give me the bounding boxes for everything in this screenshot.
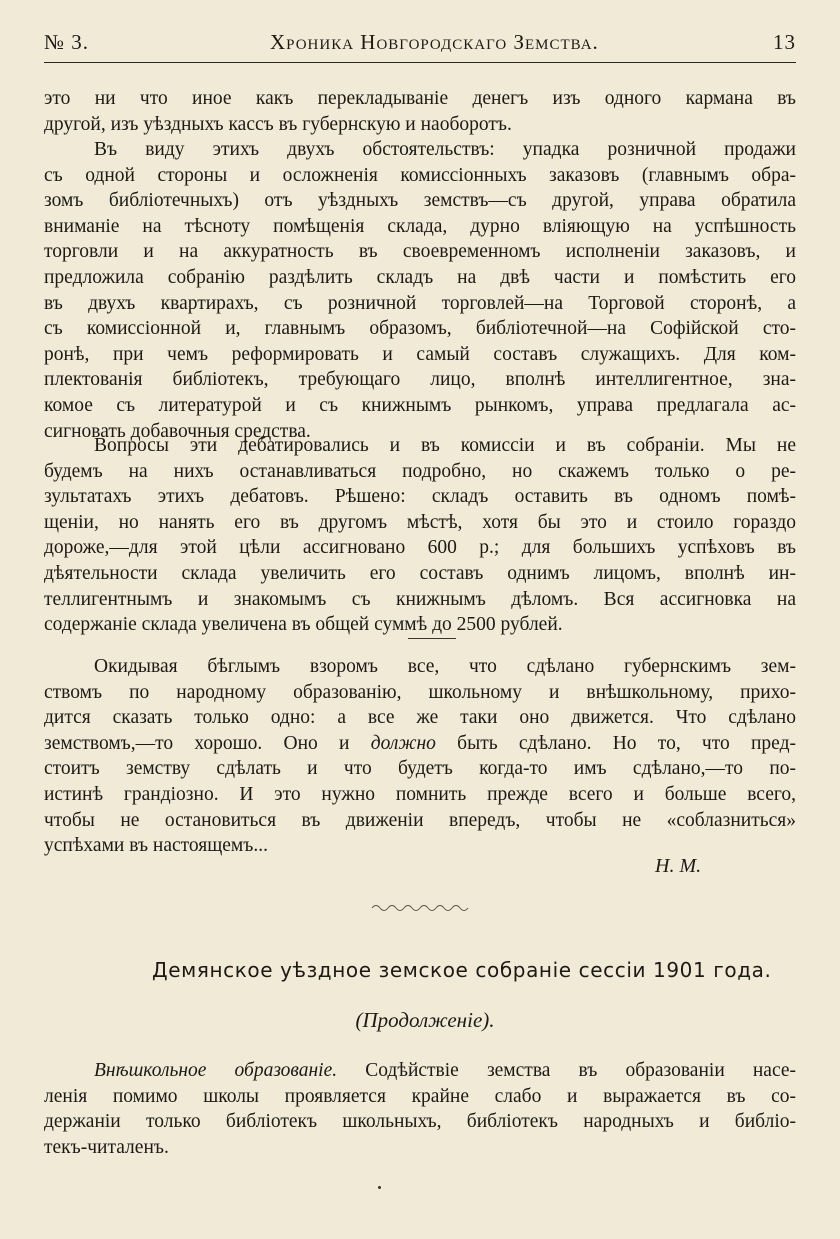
text-line: зомъ библіотечныхъ) отъ уѣздныхъ земствъ—съ другой, управа обратила — [44, 190, 796, 212]
text-line: другой, изъ уѣздныхъ кассъ въ губернскую и наоборотъ. — [44, 113, 512, 135]
emphasis: Внѣшкольное образованіе. — [94, 1060, 338, 1081]
text-line: сигновать добавочныя средства. — [44, 420, 311, 442]
paragraph-5 — [44, 1058, 796, 1160]
text-line: успѣхами въ настоящемъ... — [44, 835, 268, 857]
text-line: ствомъ по народному образованію, школьному и внѣшкольному, прихо- — [44, 681, 796, 703]
paragraph-4 — [44, 654, 796, 859]
text-run: земствомъ,—то хорошо. Оно и — [44, 732, 371, 754]
text-line: съ одной стороны и осложненія комиссіонныхъ заказовъ (главнымъ обра- — [44, 164, 796, 186]
text-line: въ двухъ квартирахъ, съ розничной торговлей—на Торговой сторонѣ, а — [44, 292, 796, 314]
journal-title: Хроника Новгородскаго Земства. — [270, 30, 599, 54]
running-header — [44, 30, 796, 63]
text-line: дѣятельности склада увеличить его составъ однимъ лицомъ, вполнѣ ин- — [44, 562, 796, 584]
author-signature: Н. М. — [655, 855, 702, 877]
section-divider — [408, 638, 456, 639]
page-number: 13 — [773, 30, 796, 54]
text-line: Вопросы эти дебатировались и въ комиссіи и въ собраніи. Мы не — [94, 435, 796, 456]
text-line: дится сказать только одно: а все же таки оно движется. Что сдѣлано — [44, 707, 796, 729]
text-line: дороже,—для этой цѣли ассигновано 600 р.; для большихъ успѣховъ въ — [44, 537, 796, 559]
text-line: Въ виду этихъ двухъ обстоятельствъ: упадка розничной продажи — [94, 139, 796, 160]
ornament-squiggle — [370, 900, 470, 914]
issue-number: № 3. — [44, 30, 90, 54]
text-line: стоитъ земству сдѣлать и что будетъ когда-то имъ сдѣлано,—то по- — [44, 758, 796, 780]
emphasis: должно — [370, 732, 436, 754]
text-line: теллигентнымъ и знакомымъ съ книжнымъ дѣломъ. Вся ассигновка на — [44, 588, 796, 610]
text-line: комое съ литературой и съ книжнымъ рынкомъ, управа предлагала ас- — [44, 394, 796, 416]
text-line: торговли и на аккуратность въ своевременномъ исполненіи заказовъ, и — [44, 241, 796, 263]
section-title: Демянское уѣздное земское собраніе сессіи 1901 года. — [152, 958, 772, 982]
text-line: ленія помимо школы проявляется крайне слабо и выражается въ со- — [44, 1085, 796, 1107]
text-line: Окидывая бѣглымъ взоромъ все, что сдѣлано губернскимъ зем- — [94, 656, 796, 677]
text-run: Содѣйствіе земства въ образованіи насе- — [337, 1060, 796, 1081]
text-line: будемъ на нихъ останавливаться подробно, но скажемъ только о ре- — [44, 460, 796, 482]
text-line: содержаніе склада увеличена въ общей суммѣ до 2500 рублей. — [44, 614, 563, 636]
text-line: плектованія библіотекъ, требующаго лицо, вполнѣ интеллигентное, зна- — [44, 369, 796, 391]
paragraph-3 — [44, 433, 796, 638]
text-line — [44, 1058, 796, 1084]
text-line: чтобы не остановиться въ движеніи впередъ, чтобы не «соблазниться» — [44, 809, 796, 831]
section-subtitle: (Продолженіе). — [355, 1008, 495, 1032]
text-line: это ни что иное какъ перекладываніе денегъ изъ одного кармана въ — [44, 88, 796, 109]
text-line: зультатахъ этихъ дебатовъ. Рѣшено: складъ оставить въ одномъ помѣ- — [44, 486, 796, 508]
text-line: текъ-читаленъ. — [44, 1136, 169, 1158]
text-line: щеніи, но нанять его въ другомъ мѣстѣ, хотя бы это и стоило гораздо — [44, 511, 796, 533]
text-line: съ комиссіонной и, главнымъ образомъ, библіотечной—на Софійской сто- — [44, 318, 796, 340]
text-line: предложила собранію раздѣлить складъ на двѣ части и помѣстить его — [44, 266, 796, 288]
print-speck — [378, 1186, 381, 1189]
text-line: вниманіе на тѣсноту помѣщенія склада, дурно вліяющую на успѣшность — [44, 215, 796, 237]
paragraph-1 — [44, 86, 796, 137]
text-line: истинѣ грандіозно. И это нужно помнить прежде всего и больше всего, — [44, 783, 796, 805]
text-line: держаніи только библіотекъ школьныхъ, библіотекъ народныхъ и библіо- — [44, 1111, 796, 1133]
text-line: ронѣ, при чемъ реформировать и самый составъ служащихъ. Для ком- — [44, 343, 796, 365]
text-line — [44, 731, 796, 757]
text-run: быть сдѣлано. Но то, что пред- — [435, 732, 797, 754]
paragraph-2 — [44, 137, 796, 444]
